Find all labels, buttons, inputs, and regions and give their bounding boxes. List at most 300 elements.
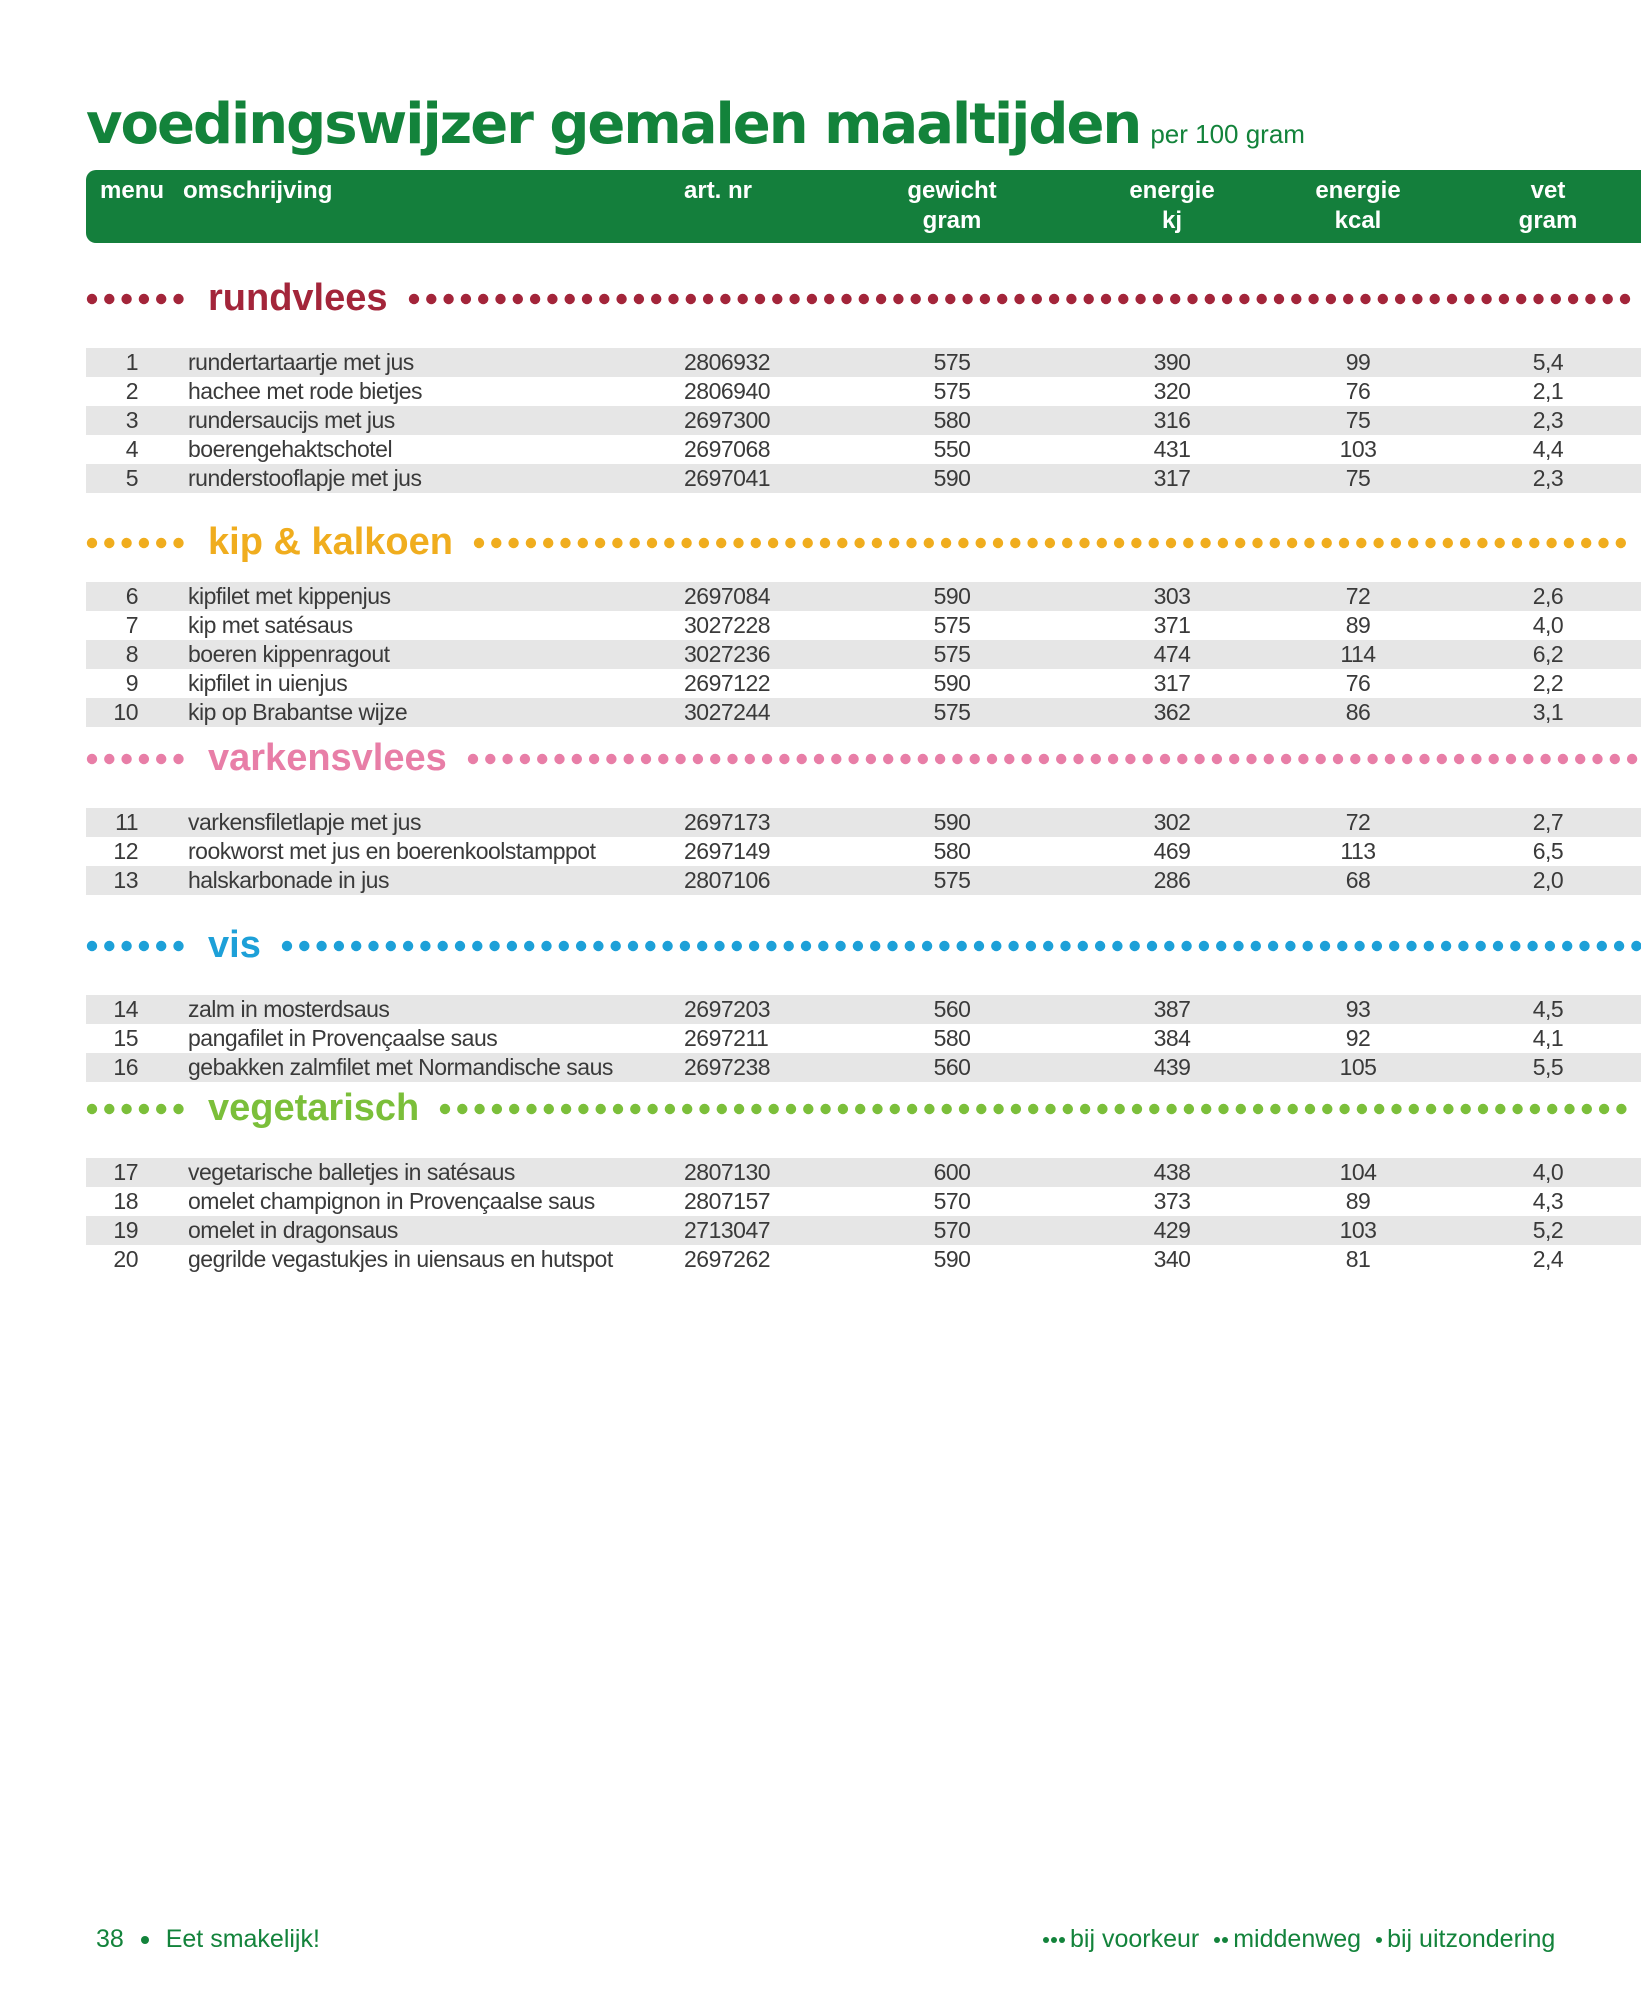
dot <box>156 538 166 548</box>
dot <box>1100 294 1110 304</box>
dot <box>121 754 131 764</box>
cell-vet: 2,4 <box>1532 1246 1564 1272</box>
dot <box>1446 294 1456 304</box>
cell-art-nr: 2807130 <box>684 1159 771 1185</box>
dot <box>529 294 539 304</box>
cell-description: rookworst met jus en boerenkoolstamppot <box>188 838 596 864</box>
dot <box>1239 294 1249 304</box>
cell-description: vegetarische balletjes in satésaus <box>188 1159 515 1185</box>
dot <box>1114 538 1124 548</box>
dot <box>526 538 536 548</box>
dot <box>519 754 529 764</box>
dot <box>1194 754 1204 764</box>
dot <box>1043 941 1053 951</box>
dot <box>1073 754 1083 764</box>
dot <box>629 538 639 548</box>
dot <box>139 1104 149 1114</box>
cell-menu: 5 <box>125 465 138 491</box>
cell-vet: 3,1 <box>1532 699 1564 725</box>
table-row <box>86 377 1641 406</box>
dot <box>460 294 470 304</box>
dot <box>121 941 131 951</box>
dot <box>733 538 743 548</box>
cell-description: boerengehaktschotel <box>188 436 393 462</box>
dot <box>104 754 114 764</box>
cell-menu: 13 <box>113 867 138 893</box>
cell-menu: 8 <box>125 641 138 667</box>
dot <box>1270 1104 1280 1114</box>
section-title: vegetarisch <box>208 1087 420 1129</box>
cell-description: gegrilde vegastukjes in uiensaus en hutspot <box>188 1246 613 1272</box>
dot <box>173 754 183 764</box>
dot <box>543 538 553 548</box>
dot <box>1619 294 1629 304</box>
dot <box>578 538 588 548</box>
dot <box>975 538 985 548</box>
dot <box>560 538 570 548</box>
dot <box>1436 754 1446 764</box>
dot <box>717 1104 727 1114</box>
dot <box>727 754 737 764</box>
cell-energie-kcal: 72 <box>1345 583 1371 609</box>
dot <box>991 941 1001 951</box>
dot <box>974 941 984 951</box>
dot <box>1565 1104 1575 1114</box>
dot <box>1090 754 1100 764</box>
header-energie-kcal: energie kcal <box>1315 177 1401 234</box>
cell-vet: 4,5 <box>1532 996 1564 1022</box>
header-vet: vet gram <box>1518 177 1578 234</box>
dot <box>1125 754 1135 764</box>
dot <box>681 538 691 548</box>
dot <box>910 294 920 304</box>
dot <box>648 1104 658 1114</box>
footer-legend <box>1042 1925 1569 1954</box>
dot <box>1339 538 1349 548</box>
dot <box>1460 538 1470 548</box>
dot <box>420 941 430 951</box>
dot <box>1077 941 1087 951</box>
dot <box>1097 538 1107 548</box>
dot <box>907 1104 917 1114</box>
dot <box>785 538 795 548</box>
page-subtitle: per 100 gram <box>1150 119 1305 149</box>
legend-item <box>1375 1925 1555 1953</box>
dot <box>1298 754 1308 764</box>
cell-energie-kcal: 75 <box>1345 465 1371 491</box>
dot <box>1038 754 1048 764</box>
dot <box>1066 294 1076 304</box>
dot <box>1132 1104 1142 1114</box>
cell-energie-kcal: 99 <box>1345 349 1371 375</box>
dot <box>491 538 501 548</box>
dot <box>1564 538 1574 548</box>
cell-gewicht: 575 <box>933 867 971 893</box>
dot <box>692 754 702 764</box>
section-title: kip & kalkoen <box>208 521 453 563</box>
dot <box>485 754 495 764</box>
cell-menu: 18 <box>113 1188 138 1214</box>
dot <box>1598 538 1608 548</box>
dot <box>1627 754 1637 764</box>
cell-energie-kcal: 104 <box>1339 1159 1377 1185</box>
dot <box>927 294 937 304</box>
dot <box>658 754 668 764</box>
table-row <box>86 582 1641 611</box>
cell-energie-kj: 431 <box>1153 436 1191 462</box>
cell-gewicht: 575 <box>933 349 971 375</box>
dot <box>156 754 166 764</box>
dot <box>700 1104 710 1114</box>
dot <box>1530 1104 1540 1114</box>
cell-gewicht: 575 <box>933 378 971 404</box>
dot <box>121 538 131 548</box>
dot <box>589 754 599 764</box>
dot <box>1512 538 1522 548</box>
cell-art-nr: 2697262 <box>684 1246 771 1272</box>
cell-art-nr: 2697238 <box>684 1054 771 1080</box>
dot <box>887 941 897 951</box>
dot <box>786 1104 796 1114</box>
cell-art-nr: 3027236 <box>684 641 771 667</box>
dot <box>806 294 816 304</box>
cell-menu: 9 <box>125 670 138 696</box>
cell-menu: 10 <box>113 699 138 725</box>
dot <box>1281 754 1291 764</box>
cell-energie-kcal: 75 <box>1345 407 1371 433</box>
dot <box>1004 754 1014 764</box>
dot <box>731 941 741 951</box>
dot <box>104 1104 114 1114</box>
dot <box>630 1104 640 1114</box>
header-gewicht: gewicht gram <box>907 177 997 234</box>
dot <box>768 538 778 548</box>
footer-page <box>96 1925 320 1954</box>
dot <box>1148 538 1158 548</box>
dot <box>1340 1104 1350 1114</box>
dot <box>173 1104 183 1114</box>
dot <box>1609 754 1619 764</box>
table-row <box>86 348 1641 377</box>
dot <box>1322 1104 1332 1114</box>
cell-gewicht: 560 <box>933 996 971 1022</box>
cell-menu: 16 <box>113 1054 138 1080</box>
cell-gewicht: 580 <box>933 407 971 433</box>
dot <box>527 1104 537 1114</box>
dot <box>1263 754 1273 764</box>
dot <box>1270 538 1280 548</box>
cell-energie-kj: 302 <box>1153 809 1191 835</box>
cell-vet: 5,5 <box>1532 1054 1564 1080</box>
dot <box>1211 754 1221 764</box>
dot <box>820 538 830 548</box>
dot <box>922 941 932 951</box>
dot <box>495 294 505 304</box>
cell-energie-kcal: 72 <box>1345 809 1371 835</box>
dot <box>945 294 955 304</box>
cell-energie-kcal: 89 <box>1345 612 1371 638</box>
cell-gewicht: 590 <box>933 465 971 491</box>
dot <box>680 941 690 951</box>
cell-gewicht: 575 <box>933 641 971 667</box>
dot <box>749 941 759 951</box>
dot <box>612 538 622 548</box>
dot <box>716 538 726 548</box>
dot <box>1253 1104 1263 1114</box>
cell-vet: 4,3 <box>1532 1188 1564 1214</box>
dot <box>492 1104 502 1114</box>
cell-menu: 6 <box>125 583 138 609</box>
cell-energie-kcal: 105 <box>1339 1054 1377 1080</box>
cell-gewicht: 590 <box>933 1246 971 1272</box>
dot <box>1498 294 1508 304</box>
dot <box>1135 294 1145 304</box>
dot <box>595 538 605 548</box>
dot <box>316 941 326 951</box>
cell-description: pangafilet in Provençaalse saus <box>188 1025 498 1051</box>
dot <box>623 754 633 764</box>
dot <box>1394 294 1404 304</box>
cell-energie-kcal: 89 <box>1345 1188 1371 1214</box>
dot <box>1478 1104 1488 1114</box>
dot <box>1131 538 1141 548</box>
dot <box>1454 754 1464 764</box>
dot <box>87 294 97 304</box>
dot <box>282 941 292 951</box>
dot <box>606 754 616 764</box>
table-row <box>86 995 1641 1024</box>
dot <box>1546 538 1556 548</box>
dot <box>904 941 914 951</box>
cell-art-nr: 2697068 <box>684 436 771 462</box>
table-rows <box>86 808 1641 895</box>
table-row <box>86 464 1641 493</box>
dot <box>1443 1104 1453 1114</box>
table-row <box>86 406 1641 435</box>
cell-art-nr: 2713047 <box>684 1217 771 1243</box>
dot <box>507 941 517 951</box>
dot <box>783 941 793 951</box>
dot <box>1458 941 1468 951</box>
dot <box>751 1104 761 1114</box>
dot <box>956 941 966 951</box>
section-kip-kalkoen <box>86 521 1641 725</box>
dot <box>478 294 488 304</box>
dot <box>1250 941 1260 951</box>
dot <box>875 294 885 304</box>
cell-vet: 4,0 <box>1532 612 1564 638</box>
dot <box>737 294 747 304</box>
cell-menu: 7 <box>125 612 138 638</box>
section-title: rundvlees <box>208 277 388 319</box>
section-varkensvlees <box>86 737 1641 893</box>
cell-gewicht: 580 <box>933 1025 971 1051</box>
dot <box>699 538 709 548</box>
dot <box>139 754 149 764</box>
dot <box>1616 1104 1626 1114</box>
dot <box>524 941 534 951</box>
cell-description: boeren kippenragout <box>188 641 390 667</box>
dot <box>1118 294 1128 304</box>
dot <box>906 538 916 548</box>
dot <box>554 754 564 764</box>
cell-energie-kj: 384 <box>1153 1025 1191 1051</box>
dot <box>599 294 609 304</box>
dot <box>1014 294 1024 304</box>
dots-left <box>86 535 196 551</box>
cell-art-nr: 2697300 <box>684 407 771 433</box>
dot <box>803 1104 813 1114</box>
dot <box>769 1104 779 1114</box>
dot <box>1170 294 1180 304</box>
section-vis <box>86 924 1641 1080</box>
dot <box>1046 1104 1056 1114</box>
dot <box>969 754 979 764</box>
dot <box>1252 538 1262 548</box>
cell-energie-kcal: 113 <box>1340 838 1376 864</box>
table-rows <box>86 582 1641 727</box>
cell-menu: 11 <box>115 809 138 835</box>
dot <box>596 1104 606 1114</box>
section-heading <box>86 277 1641 324</box>
cell-energie-kcal: 103 <box>1339 1217 1377 1243</box>
cell-energie-kj: 390 <box>1153 349 1191 375</box>
cell-description: kipfilet in uienjus <box>188 670 348 696</box>
cell-gewicht: 590 <box>933 809 971 835</box>
dot <box>1204 294 1214 304</box>
dot <box>1184 1104 1194 1114</box>
dot <box>1412 294 1422 304</box>
dot <box>1533 294 1543 304</box>
dot <box>1527 941 1537 951</box>
cell-art-nr: 2697041 <box>684 465 771 491</box>
cell-energie-kj: 362 <box>1153 699 1191 725</box>
dot <box>1056 754 1066 764</box>
cell-energie-kj: 317 <box>1153 670 1191 696</box>
dot <box>472 941 482 951</box>
cell-description: omelet champignon in Provençaalse saus <box>188 1188 595 1214</box>
dot <box>1516 294 1526 304</box>
dot <box>1246 754 1256 764</box>
dot <box>1477 538 1487 548</box>
dot <box>789 294 799 304</box>
dot <box>508 538 518 548</box>
cell-vet: 6,2 <box>1532 641 1564 667</box>
dot <box>1540 754 1550 764</box>
table-row <box>86 1216 1641 1245</box>
dot <box>1199 941 1209 951</box>
dot <box>1291 294 1301 304</box>
dot <box>853 941 863 951</box>
dot <box>734 1104 744 1114</box>
dot <box>156 941 166 951</box>
table-row <box>86 837 1641 866</box>
dot <box>1337 941 1347 951</box>
dot <box>547 294 557 304</box>
dot <box>426 294 436 304</box>
dot <box>924 1104 934 1114</box>
cell-gewicht: 575 <box>933 612 971 638</box>
dot <box>958 538 968 548</box>
cell-art-nr: 2807106 <box>684 867 771 893</box>
dots-left <box>86 1101 196 1117</box>
cell-energie-kcal: 103 <box>1339 436 1377 462</box>
cell-gewicht: 560 <box>933 1054 971 1080</box>
cell-energie-kj: 429 <box>1153 1217 1191 1243</box>
cell-description: kip met satésaus <box>188 612 353 638</box>
dot <box>104 294 114 304</box>
dot <box>1408 538 1418 548</box>
cell-gewicht: 570 <box>933 1188 971 1214</box>
section-title: varkensvlees <box>208 737 447 779</box>
dot <box>1493 941 1503 951</box>
cell-vet: 4,4 <box>1532 436 1564 462</box>
dot <box>1377 294 1387 304</box>
cell-gewicht: 550 <box>933 436 971 462</box>
dot <box>1045 538 1055 548</box>
dot <box>1164 941 1174 951</box>
dot <box>1356 538 1366 548</box>
dot <box>870 941 880 951</box>
cell-menu: 17 <box>113 1159 138 1185</box>
dot <box>139 941 149 951</box>
dot <box>1481 294 1491 304</box>
dot <box>979 294 989 304</box>
cell-energie-kcal: 114 <box>1340 641 1376 667</box>
dot <box>581 294 591 304</box>
dot <box>1115 1104 1125 1114</box>
dot <box>1167 1104 1177 1114</box>
dot <box>1236 1104 1246 1114</box>
dot <box>1187 294 1197 304</box>
cell-menu: 20 <box>113 1246 138 1272</box>
cell-menu: 4 <box>125 436 138 462</box>
dot <box>1333 754 1343 764</box>
dot <box>564 294 574 304</box>
dot <box>890 1104 900 1114</box>
legend-dots-icon <box>1213 1925 1229 1953</box>
cell-energie-kcal: 81 <box>1345 1246 1371 1272</box>
dot <box>1235 538 1245 548</box>
dot <box>1581 538 1591 548</box>
cell-vet: 4,0 <box>1532 1159 1564 1185</box>
dots-left <box>86 938 196 954</box>
dot <box>1426 1104 1436 1114</box>
dot <box>855 1104 865 1114</box>
dot <box>821 1104 831 1114</box>
cell-menu: 1 <box>125 349 138 375</box>
dot <box>1233 941 1243 951</box>
cell-art-nr: 2807157 <box>684 1188 771 1214</box>
dot <box>1513 1104 1523 1114</box>
cell-art-nr: 2697084 <box>684 583 771 609</box>
dot <box>865 754 875 764</box>
header-energie-kj: energie kj <box>1129 177 1215 234</box>
cell-menu: 19 <box>113 1217 138 1243</box>
dot <box>1219 1104 1229 1114</box>
dot <box>841 294 851 304</box>
cell-menu: 12 <box>113 838 138 864</box>
dot <box>1350 754 1360 764</box>
table-row <box>86 1053 1641 1082</box>
dot <box>1443 538 1453 548</box>
dot <box>976 1104 986 1114</box>
dot <box>1506 754 1516 764</box>
dot <box>633 294 643 304</box>
dot <box>824 294 834 304</box>
dot <box>697 941 707 951</box>
cell-art-nr: 2697203 <box>684 996 771 1022</box>
